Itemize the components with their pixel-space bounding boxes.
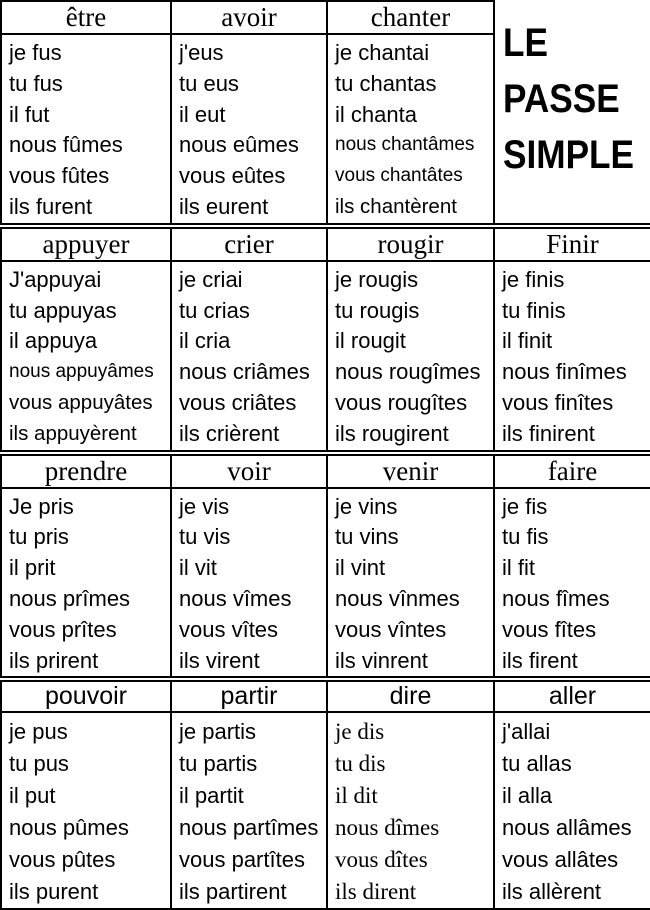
conjugation-form: il cria xyxy=(179,328,231,354)
conjugation-cell xyxy=(327,712,494,909)
conjugation-form: tu appuyas xyxy=(9,297,117,323)
conjugation-form: je finis xyxy=(502,266,565,292)
conjugation-form: vous fûtes xyxy=(9,163,110,189)
conjugation-form: il chanta xyxy=(335,101,417,127)
conjugation-form: je vins xyxy=(335,493,398,519)
conjugation-form: ils dirent xyxy=(335,879,417,905)
conjugation-form: je pus xyxy=(9,719,68,745)
conjugation-form: ils finirent xyxy=(502,420,595,446)
conjugation-cell xyxy=(171,712,327,909)
conjugation-form: ils crièrent xyxy=(179,420,280,446)
verb-header: rougir xyxy=(327,228,494,261)
conjugation-form: tu allas xyxy=(502,751,572,777)
page-title-line: PASSE xyxy=(503,77,620,121)
conjugation-form: je fus xyxy=(9,40,62,65)
conjugation-form: nous prîmes xyxy=(9,585,131,611)
verb-header: dire xyxy=(327,681,494,712)
verb-header: prendre xyxy=(1,455,171,488)
conjugation-form: tu pus xyxy=(9,751,69,777)
conjugation-cell xyxy=(1,488,171,678)
conjugation-form: ils eurent xyxy=(179,193,269,219)
verb-header: Finir xyxy=(494,228,650,261)
conjugation-cell xyxy=(327,488,494,678)
verb-header: venir xyxy=(327,455,494,488)
conjugation-form: ils firent xyxy=(502,647,578,673)
conjugation-form: ils chantèrent xyxy=(335,194,457,218)
conjugation-form: nous criâmes xyxy=(179,359,310,385)
conjugation-cell xyxy=(1,712,171,909)
conjugation-form: il alla xyxy=(502,783,553,809)
conjugation-form: je dis xyxy=(335,719,385,745)
conjugation-form: nous appuyâmes xyxy=(9,361,154,383)
conjugation-form: nous rougîmes xyxy=(335,359,481,385)
conjugation-form: je fis xyxy=(502,493,548,519)
conjugation-form: nous chantâmes xyxy=(335,134,475,156)
conjugation-form: tu rougis xyxy=(335,297,420,323)
conjugation-form: ils purent xyxy=(9,879,99,905)
conjugation-form: nous partîmes xyxy=(179,815,319,841)
conjugation-form: je chantai xyxy=(335,40,430,65)
conjugation-form: tu pris xyxy=(9,524,69,550)
conjugation-form: J'appuyai xyxy=(9,266,102,292)
conjugation-form: tu dis xyxy=(335,751,386,777)
conjugation-form: nous allâmes xyxy=(502,815,632,841)
conjugation-form: ils allèrent xyxy=(502,879,602,905)
conjugation-form: il eut xyxy=(179,101,226,127)
conjugation-form: Je pris xyxy=(9,493,74,519)
page-title-line: SIMPLE xyxy=(503,133,635,177)
page-title-line: LE xyxy=(503,21,548,65)
verb-header: aller xyxy=(494,681,650,712)
conjugation-form: nous pûmes xyxy=(9,815,129,841)
conjugation-form: il finit xyxy=(502,328,553,354)
conjugation-form: tu crias xyxy=(179,297,250,323)
conjugation-form: tu finis xyxy=(502,297,566,323)
conjugation-form: il vit xyxy=(179,555,217,581)
verb-header: voir xyxy=(171,455,327,488)
conjugation-cell xyxy=(327,34,494,224)
conjugation-form: j'allai xyxy=(502,719,551,745)
conjugation-form: j'eus xyxy=(179,40,224,65)
conjugation-form: tu vins xyxy=(335,524,399,550)
conjugation-cell xyxy=(1,34,171,224)
conjugation-form: vous criâtes xyxy=(179,389,297,415)
verb-header: pouvoir xyxy=(1,681,171,712)
conjugation-form: vous pûtes xyxy=(9,847,116,873)
conjugation-form: nous fûmes xyxy=(9,132,123,158)
verb-header: appuyer xyxy=(1,228,171,261)
verb-header: crier xyxy=(171,228,327,261)
conjugation-form: vous dîtes xyxy=(335,847,428,873)
verb-header: chanter xyxy=(327,1,494,34)
conjugation-form: vous vîtes xyxy=(179,616,279,642)
conjugation-cell xyxy=(171,34,327,224)
verb-header: faire xyxy=(494,455,650,488)
conjugation-form: vous fîtes xyxy=(502,616,597,642)
conjugation-form: il dit xyxy=(335,783,378,809)
conjugation-form: nous dîmes xyxy=(335,815,440,841)
conjugation-form: tu partis xyxy=(179,751,258,777)
verb-header: avoir xyxy=(171,1,327,34)
conjugation-form: vous rougîtes xyxy=(335,389,468,415)
conjugation-form: vous prîtes xyxy=(9,616,117,642)
conjugation-form: ils furent xyxy=(9,193,93,219)
conjugation-form: nous finîmes xyxy=(502,359,627,385)
conjugation-form: tu eus xyxy=(179,70,239,96)
conjugation-form: il appuya xyxy=(9,328,98,354)
conjugation-cell xyxy=(171,261,327,451)
conjugation-form: il prit xyxy=(9,555,56,581)
conjugation-cell xyxy=(327,261,494,451)
conjugation-section-2 xyxy=(0,227,650,452)
conjugation-cell xyxy=(494,712,650,909)
conjugation-section-3 xyxy=(0,454,650,679)
conjugation-form: vous partîtes xyxy=(179,847,305,873)
conjugation-form: vous vîntes xyxy=(335,616,447,642)
conjugation-form: tu fus xyxy=(9,70,63,96)
conjugation-form: ils prirent xyxy=(9,647,99,673)
conjugation-form: vous eûtes xyxy=(179,163,286,189)
conjugation-form: vous appuyâtes xyxy=(9,390,153,414)
conjugation-form: il fit xyxy=(502,555,535,581)
conjugation-form: ils virent xyxy=(179,647,260,673)
conjugation-form: nous eûmes xyxy=(179,132,299,158)
conjugation-form: vous chantâtes xyxy=(335,165,463,187)
conjugation-form: il put xyxy=(9,783,56,809)
conjugation-form: ils vinrent xyxy=(335,647,428,673)
conjugation-form: il rougit xyxy=(335,328,406,354)
conjugation-form: nous vînmes xyxy=(335,585,460,611)
conjugation-form: ils appuyèrent xyxy=(9,421,137,445)
conjugation-form: je vis xyxy=(179,493,230,519)
conjugation-cell xyxy=(494,261,650,451)
conjugation-form: vous allâtes xyxy=(502,847,619,873)
conjugation-form: tu vis xyxy=(179,524,231,550)
conjugation-section-4 xyxy=(0,680,650,910)
verb-header: partir xyxy=(171,681,327,712)
conjugation-section-1 xyxy=(0,0,650,225)
verb-header: être xyxy=(1,1,171,34)
conjugation-form: nous vîmes xyxy=(179,585,292,611)
conjugation-form: vous finîtes xyxy=(502,389,614,415)
conjugation-cell xyxy=(1,261,171,451)
conjugation-form: il vint xyxy=(335,555,386,581)
conjugation-form: je rougis xyxy=(335,266,419,292)
conjugation-cell xyxy=(494,488,650,678)
conjugation-form: tu fis xyxy=(502,524,549,550)
conjugation-form: je partis xyxy=(179,719,257,745)
title-cell xyxy=(494,1,650,224)
conjugation-form: il partit xyxy=(179,783,244,809)
conjugation-cell xyxy=(171,488,327,678)
conjugation-form: nous fîmes xyxy=(502,585,610,611)
conjugation-form: tu chantas xyxy=(335,70,437,96)
conjugation-form: il fut xyxy=(9,101,50,127)
conjugation-form: ils partirent xyxy=(179,879,287,905)
conjugation-form: je criai xyxy=(179,266,243,292)
conjugation-form: ils rougirent xyxy=(335,420,449,446)
